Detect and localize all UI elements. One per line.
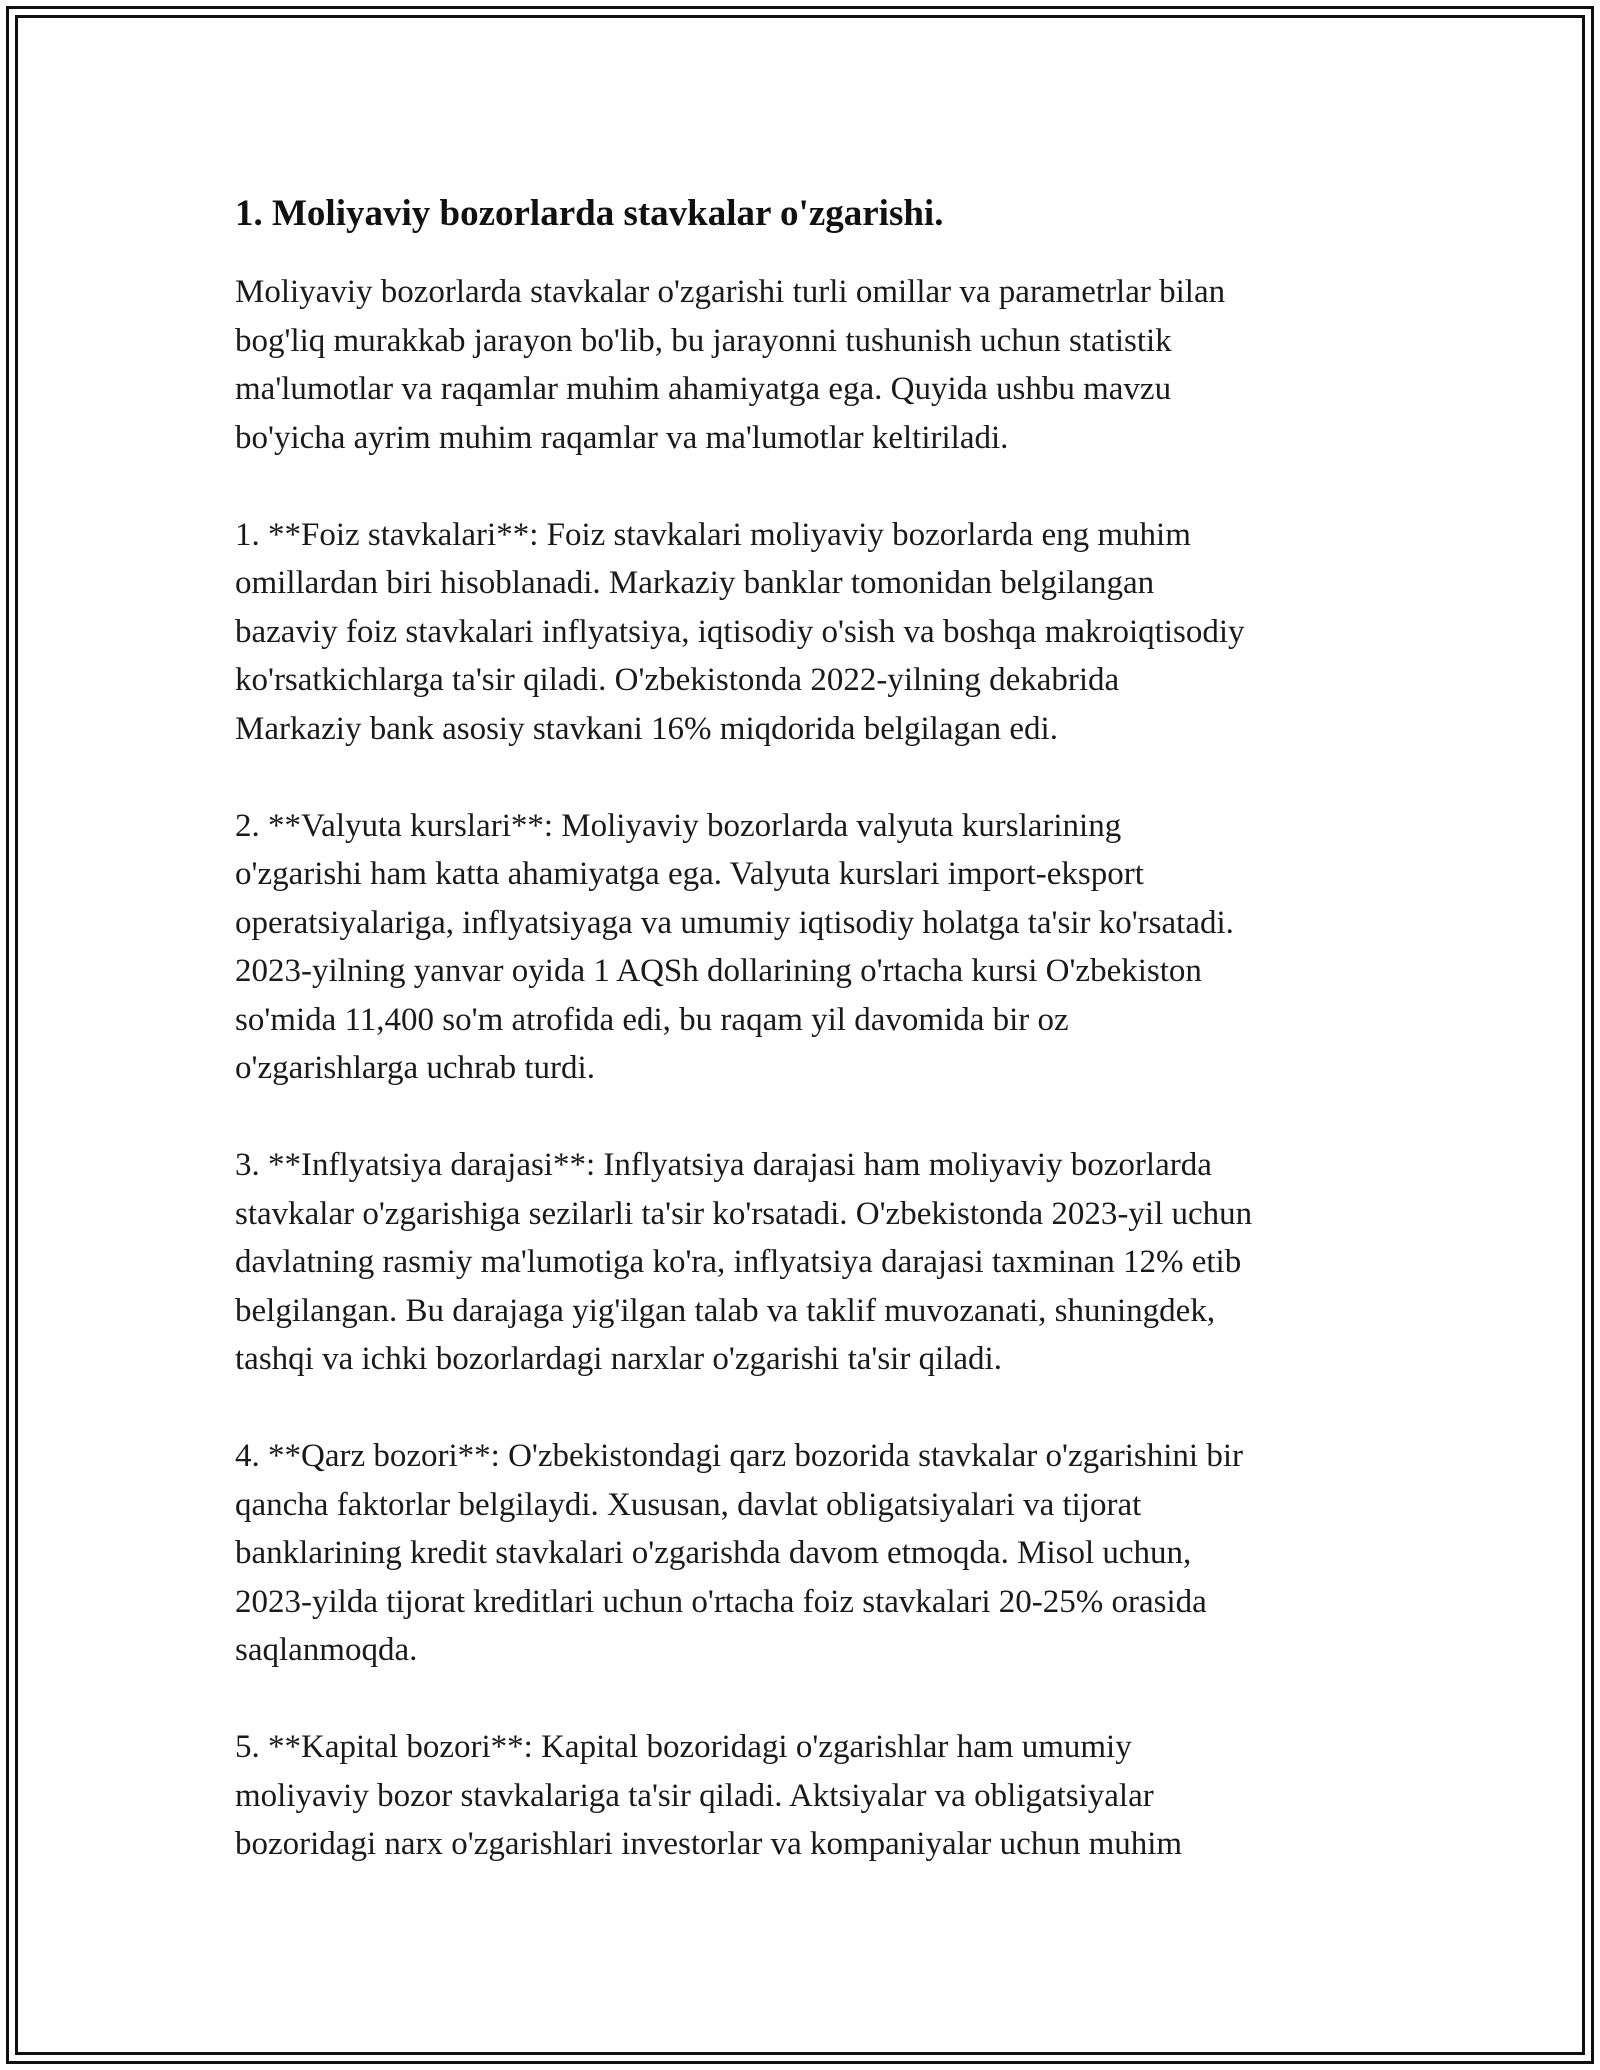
paragraph-foiz-stavkalari: 1. **Foiz stavkalari**: Foiz stavkalari moliyaviy bozorlarda eng muhim omillardan biri hisoblanadi. Markaziy banklar tomonidan belgilangan bazaviy foiz stavkalari inflyatsiya, iqtisodiy o'sish va boshqa makroiqtisodiy ko'rsatkichlarga ta'sir qiladi. O'zbekistonda 2022-yilning dekabrida Markaziy bank asosiy stavkani 16% miqdorida belgilagan edi.: [235, 516, 1245, 747]
document-body: [235, 190, 1395, 1869]
paragraph-inflyatsiya-darajasi: 3. **Inflyatsiya darajasi**: Inflyatsiya darajasi ham moliyaviy bozorlarda stavkalar o'zgarishiga sezilarli ta'sir ko'rsatadi. O'zbekistonda 2023-yil uchun davlatning rasmiy ma'lumotiga ko'ra, inflyatsiya darajasi taxminan 12% etib belgilangan. Bu darajaga yig'ilgan talab va taklif muvozanati, shuningdek, tashqi va ichki bozorlardagi narxlar o'zgarishi ta'sir qiladi.: [235, 1147, 1253, 1377]
intro-paragraph: Moliyaviy bozorlarda stavkalar o'zgarishi turli omillar va parametrlar bilan bog'liq murakkab jarayon bo'lib, bu jarayonni tushunish uchun statistik ma'lumotlar va raqamlar muhim ahamiyatga ega. Quyida ushbu mavzu bo'yicha ayrim muhim raqamlar va ma'lumotlar keltiriladi.: [235, 274, 1226, 456]
document-title: 1. Moliyaviy bozorlarda stavkalar o'zgarishi.: [235, 193, 944, 234]
paragraph-qarz-bozori: 4. **Qarz bozori**: O'zbekistondagi qarz bozorida stavkalar o'zgarishini bir qancha faktorlar belgilaydi. Xususan, davlat obligatsiyalari va tijorat banklarining kredit stavkalari o'zgarishda davom etmoqda. Misol uchun, 2023-yilda tijorat kreditlari uchun o'rtacha foiz stavkalari 20-25% orasida saqlanmoqda.: [235, 1438, 1243, 1668]
paragraph-kapital-bozori: 5. **Kapital bozori**: Kapital bozoridagi o'zgarishlar ham umumiy moliyaviy bozor stavkalariga ta'sir qiladi. Aktsiyalar va obligatsiyalar bozoridagi narx o'zgarishlari investorlar va kompaniyalar uchun muhim: [235, 1729, 1183, 1862]
paragraph-valyuta-kurslari: 2. **Valyuta kurslari**: Moliyaviy bozorlarda valyuta kurslarining o'zgarishi ham katta ahamiyatga ega. Valyuta kurslari import-eksport operatsiyalariga, inflyatsiyaga va umumiy iqtisodiy holatga ta'sir ko'rsatadi. 2023-yilning yanvar oyida 1 AQSh dollarining o'rtacha kursi O'zbekiston so'mida 11,400 so'm atrofida edi, bu raqam yil davomida bir oz o'zgarishlarga uchrab turdi.: [235, 807, 1234, 1086]
